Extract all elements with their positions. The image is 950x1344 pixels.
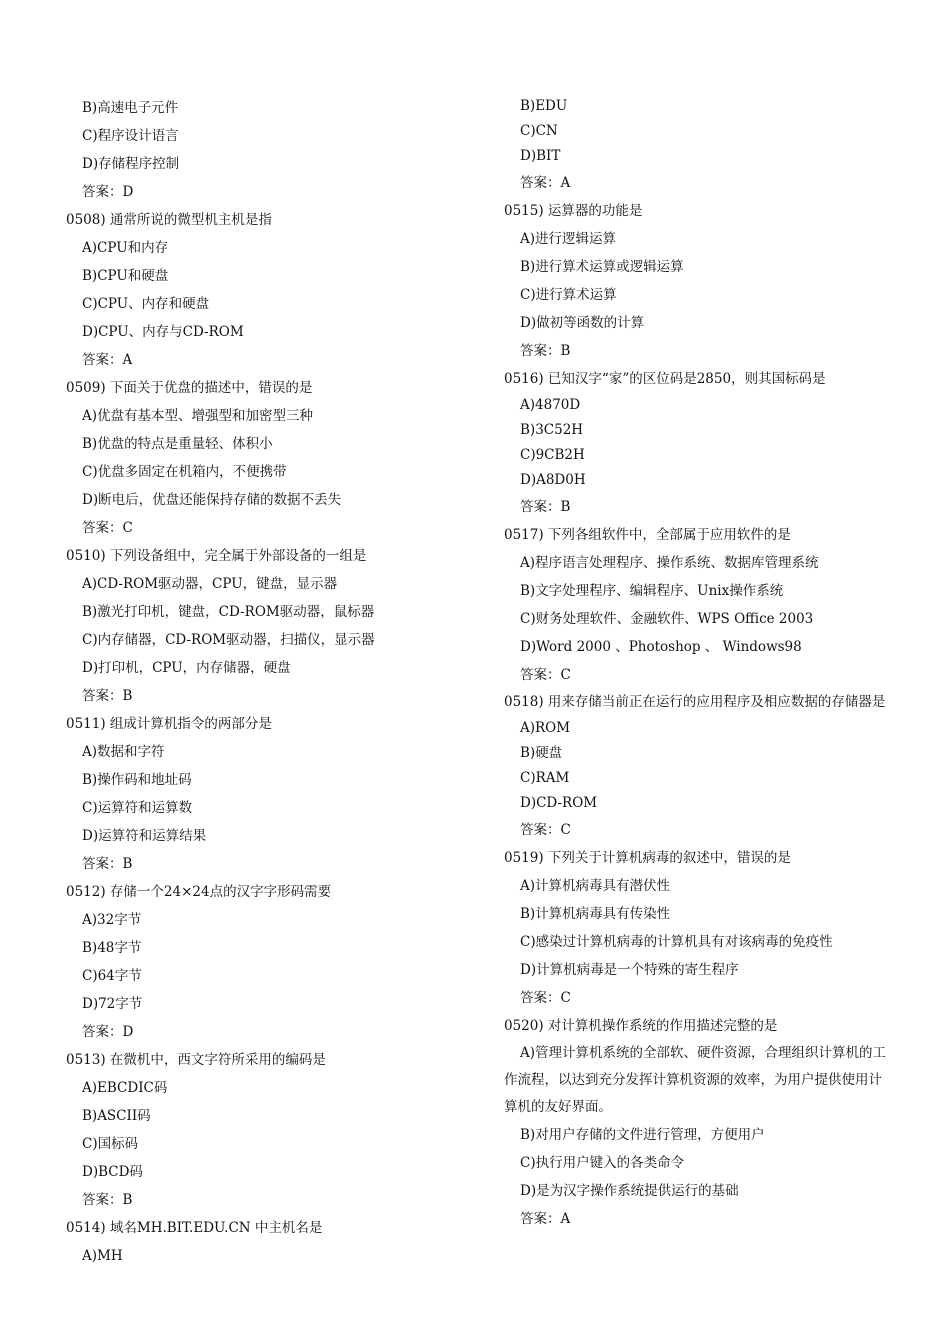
question-stem: 0520) 对计算机操作系统的作用描述完整的是 [504, 1018, 778, 1034]
answer-option: A)EBCDIC码 [82, 1080, 168, 1096]
answer-key: 答案：C [520, 822, 571, 838]
answer-option: D)存储程序控制 [82, 156, 180, 172]
answer-option: A)32字节 [82, 912, 142, 928]
answer-option: A)计算机病毒具有潜伏性 [520, 878, 671, 894]
answer-option: A)ROM [520, 720, 571, 736]
answer-option: A)管理计算机系统的全部软、硬件资源，合理组织计算机的工作流程，以达到充分发挥计算机资源的效率，为用户提供使用计算机的友好界面。 [504, 1045, 887, 1115]
answer-option: C)执行用户键入的各类命令 [520, 1155, 685, 1171]
question-stem: 0514) 域名MH.BIT.EDU.CN 中主机名是 [66, 1220, 323, 1236]
answer-option: B)48字节 [82, 940, 142, 956]
answer-option: B)文字处理程序、编辑程序、Unix操作系统 [520, 583, 784, 599]
answer-key: 答案：B [520, 499, 571, 515]
answer-option: D)BCD码 [82, 1164, 143, 1180]
answer-option: C)CPU、内存和硬盘 [82, 296, 210, 312]
question-stem: 0512) 存储一个24×24点的汉字字形码需要 [66, 884, 332, 900]
answer-option: A)CPU和内存 [82, 240, 169, 256]
answer-option: A)进行逻辑运算 [520, 231, 617, 247]
answer-key: 答案：C [520, 990, 571, 1006]
answer-option: B)激光打印机，键盘，CD-ROM驱动器，鼠标器 [82, 604, 375, 620]
question-stem: 0516) 已知汉字“家”的区位码是2850，则其国标码是 [504, 371, 826, 387]
answer-option: B)计算机病毒具有传染性 [520, 906, 671, 922]
question-stem: 0518) 用来存储当前正在运行的应用程序及相应数据的存储器是 [504, 694, 886, 710]
answer-option: B)进行算术运算或逻辑运算 [520, 259, 684, 275]
answer-option: C)64字节 [82, 968, 142, 984]
question-stem: 0517) 下列各组软件中，全部属于应用软件的是 [504, 527, 791, 543]
answer-option: D)做初等函数的计算 [520, 315, 645, 331]
answer-option: C)进行算术运算 [520, 287, 617, 303]
answer-option: C)内存储器，CD-ROM驱动器，扫描仪，显示器 [82, 632, 375, 648]
answer-option: D)A8D0H [520, 472, 586, 488]
answer-option: A)CD-ROM驱动器，CPU，键盘，显示器 [82, 576, 338, 592]
answer-option: C)优盘多固定在机箱内，不便携带 [82, 464, 287, 480]
answer-option: C)CN [520, 123, 558, 139]
answer-option: C)运算符和运算数 [82, 800, 193, 816]
question-stem: 0509) 下面关于优盘的描述中，错误的是 [66, 380, 313, 396]
answer-option: A)MH [82, 1248, 123, 1264]
answer-key: 答案：A [82, 352, 133, 368]
answer-option: C)9CB2H [520, 447, 585, 463]
answer-option: D)CPU、内存与CD-ROM [82, 324, 244, 340]
answer-option: D)CD-ROM [520, 795, 598, 811]
answer-option: D)72字节 [82, 996, 143, 1012]
answer-key: 答案：B [82, 688, 133, 704]
answer-option: D)运算符和运算结果 [82, 828, 207, 844]
answer-key: 答案：C [520, 667, 571, 683]
question-stem: 0513) 在微机中，西文字符所采用的编码是 [66, 1052, 326, 1068]
answer-option: B)操作码和地址码 [82, 772, 192, 788]
answer-key: 答案：D [82, 184, 134, 200]
answer-option: B)优盘的特点是重量轻、体积小 [82, 436, 273, 452]
answer-option: A)数据和字符 [82, 744, 165, 760]
answer-option: D)是为汉字操作系统提供运行的基础 [520, 1183, 739, 1199]
answer-key: 答案：A [520, 1211, 571, 1227]
answer-key: 答案：A [520, 175, 571, 191]
answer-option: B)EDU [520, 98, 568, 114]
answer-option: C)国标码 [82, 1136, 139, 1152]
answer-option: A)优盘有基本型、增强型和加密型三种 [82, 408, 314, 424]
answer-option: B)3C52H [520, 422, 584, 438]
answer-option: B)对用户存储的文件进行管理，方便用户 [520, 1127, 765, 1143]
answer-option: D)BIT [520, 148, 561, 164]
answer-option: B)高速电子元件 [82, 100, 179, 116]
answer-key: 答案：D [82, 1024, 134, 1040]
answer-option: B)硬盘 [520, 745, 563, 761]
question-stem: 0511) 组成计算机指令的两部分是 [66, 716, 272, 732]
question-stem: 0508) 通常所说的微型机主机是指 [66, 212, 272, 228]
answer-option: A)程序语言处理程序、操作系统、数据库管理系统 [520, 555, 819, 571]
answer-option: D)打印机，CPU，内存储器，硬盘 [82, 660, 291, 676]
answer-key: 答案：B [82, 1192, 133, 1208]
answer-key: 答案：B [82, 856, 133, 872]
right-column [504, 94, 886, 1233]
answer-key: 答案：B [520, 343, 571, 359]
answer-option: B)CPU和硬盘 [82, 268, 169, 284]
question-stem: 0510) 下列设备组中，完全属于外部设备的一组是 [66, 548, 367, 564]
answer-option: D)计算机病毒是一个特殊的寄生程序 [520, 962, 739, 978]
answer-option: C)RAM [520, 770, 570, 786]
answer-option: D)断电后，优盘还能保持存储的数据不丢失 [82, 492, 342, 508]
answer-option: C)财务处理软件、金融软件、WPS Office 2003 [520, 611, 814, 627]
left-column [66, 94, 466, 1270]
answer-option: B)ASCII码 [82, 1108, 151, 1124]
answer-option: C)感染过计算机病毒的计算机具有对该病毒的免疫性 [520, 934, 833, 950]
answer-option: C)程序设计语言 [82, 128, 179, 144]
answer-option: A)4870D [520, 397, 581, 413]
question-stem: 0515) 运算器的功能是 [504, 203, 643, 219]
question-stem: 0519) 下列关于计算机病毒的叙述中，错误的是 [504, 850, 791, 866]
answer-key: 答案：C [82, 520, 133, 536]
answer-option: D)Word 2000 、Photoshop 、 Windows98 [520, 639, 802, 655]
